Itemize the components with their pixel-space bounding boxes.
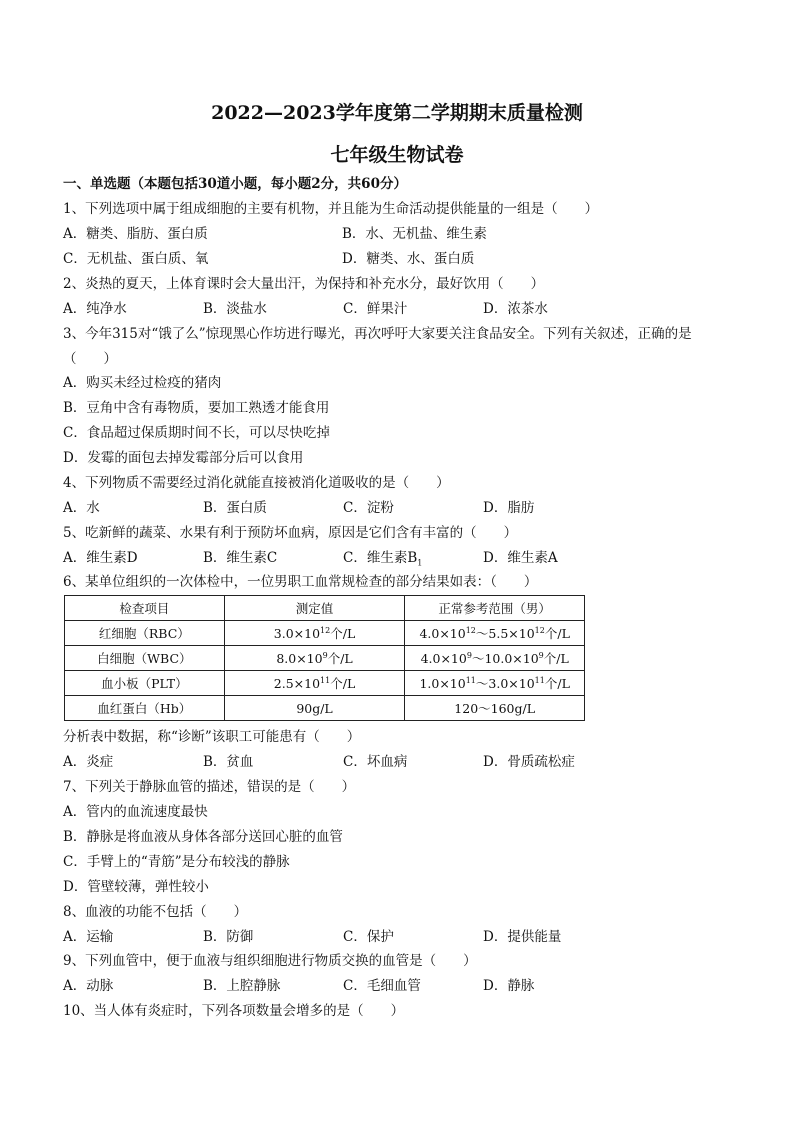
q2-option-a: A．纯净水	[63, 301, 127, 317]
q6-option-b: B．贫血	[203, 754, 254, 770]
measured-cell: 90g/L	[224, 696, 405, 721]
measured-cell: $2.5\times 10^{11}$个/L	[224, 671, 405, 696]
question-9: 9、下列血管中，便于血液与组织细胞进行物质交换的血管是（ ）	[63, 953, 477, 969]
question-2: 2、炎热的夏天，上体育课时会大量出汗，为保持和补充水分，最好饮用（ ）	[63, 276, 545, 292]
q8-option-d: D．提供能量	[483, 929, 562, 945]
measured-cell: $3.0\times 10^{12}$个/L	[224, 621, 405, 646]
q5-option-a: A．维生素D	[63, 550, 138, 566]
q4-option-a: A．水	[63, 500, 100, 516]
q8-option-b: B．防御	[203, 929, 254, 945]
header-cell: 测定值	[224, 596, 405, 621]
range-cell: 120～160g/L	[405, 696, 585, 721]
q6-option-d: D．骨质疏松症	[483, 754, 575, 770]
table-row	[65, 671, 585, 696]
q2-option-b: B．淡盐水	[203, 301, 267, 317]
q5-option-d: D．维生素A	[483, 550, 558, 566]
q7-option-a: A．管内的血流速度最快	[63, 804, 208, 820]
q6-option-a: A．炎症	[63, 754, 114, 770]
q8-option-a: A．运输	[63, 929, 114, 945]
q5-option-c: C．维生素$B_1$	[343, 550, 423, 568]
q9-option-c: C．毛细血管	[343, 978, 421, 994]
question-3: 3、今年315对“饿了么”惊现黑心作坊进行曝光，再次呼吁大家要关注食品安全。下列有关叙述，正确的是	[63, 326, 692, 342]
q7-option-d: D．管壁较薄，弹性较小	[63, 879, 209, 895]
blood-test-table	[64, 595, 585, 721]
item-cell: 血小板（PLT）	[65, 671, 225, 696]
question-4: 4、下列物质不需要经过消化就能直接被消化道吸收的是（ ）	[63, 475, 450, 491]
table-header-row	[65, 596, 585, 621]
q3-option-a: A．购买未经过检疫的猪肉	[63, 375, 222, 391]
q4-option-d: D．脂肪	[483, 500, 535, 516]
item-cell: 白细胞（WBC）	[65, 646, 225, 671]
q1-option-a: A．糖类、脂肪、蛋白质	[63, 226, 208, 242]
q5-option-b: B．维生素C	[203, 550, 278, 566]
exam-subtitle: 七年级生物试卷	[330, 144, 464, 166]
header-cell: 正常参考范围（男）	[405, 596, 585, 621]
question-6-prompt: 分析表中数据，称“诊断”该职工可能患有（ ）	[63, 729, 361, 745]
q6-option-c: C．坏血病	[343, 754, 408, 770]
q4-option-b: B．蛋白质	[203, 500, 267, 516]
header-cell: 检查项目	[65, 596, 225, 621]
exam-title: 2022—2023学年度第二学期期末质量检测	[211, 102, 583, 124]
q3-option-b: B．豆角中含有毒物质，要加工熟透才能食用	[63, 400, 330, 416]
q2-option-d: D．浓茶水	[483, 301, 548, 317]
q8-option-c: C．保护	[343, 929, 394, 945]
question-5: 5、吃新鲜的蔬菜、水果有利于预防坏血病，原因是它们含有丰富的（ ）	[63, 525, 518, 541]
question-3-cont: （ ）	[63, 351, 117, 367]
item-cell: 红细胞（RBC）	[65, 621, 225, 646]
table-row	[65, 696, 585, 721]
table-row	[65, 646, 585, 671]
q9-option-d: D．静脉	[483, 978, 535, 994]
section-heading: 一、单选题（本题包括30道小题，每小题2分，共60分）	[63, 176, 407, 192]
q7-option-c: C．手臂上的“青筋”是分布较浅的静脉	[63, 854, 290, 870]
q9-option-a: A．动脉	[63, 978, 114, 994]
q3-option-d: D．发霉的面包去掉发霉部分后可以食用	[63, 450, 304, 466]
question-8: 8、血液的功能不包括（ ）	[63, 904, 248, 920]
q1-option-c: C．无机盐、蛋白质、氧	[63, 251, 209, 267]
question-10: 10、当人体有炎症时，下列各项数量会增多的是（ ）	[63, 1003, 405, 1019]
range-cell: $1.0\times 10^{11}\sim 3.0\times 10^{11}$个/L	[405, 671, 585, 696]
table-row	[65, 621, 585, 646]
q7-option-b: B．静脉是将血液从身体各部分送回心脏的血管	[63, 829, 343, 845]
q1-option-d: D．糖类、水、蛋白质	[342, 251, 475, 267]
item-cell: 血红蛋白（Hb）	[65, 696, 225, 721]
measured-cell: $8.0\times 10^9$个/L	[224, 646, 405, 671]
question-6: 6、某单位组织的一次体检中，一位男职工血常规检查的部分结果如表：（ ）	[63, 574, 538, 590]
question-1: 1、下列选项中属于组成细胞的主要有机物，并且能为生命活动提供能量的一组是（ ）	[63, 201, 599, 217]
range-cell: $4.0\times 10^9\sim 10.0\times 10^9$个/L	[405, 646, 585, 671]
q9-option-b: B．上腔静脉	[203, 978, 281, 994]
q1-option-b: B．水、无机盐、维生素	[342, 226, 487, 242]
q4-option-c: C．淀粉	[343, 500, 394, 516]
q3-option-c: C．食品超过保质期时间不长，可以尽快吃掉	[63, 425, 330, 441]
q2-option-c: C．鲜果汁	[343, 301, 408, 317]
range-cell: $4.0\times 10^{12}\sim 5.5\times 10^{12}$个/L	[405, 621, 585, 646]
question-7: 7、下列关于静脉血管的描述，错误的是（ ）	[63, 779, 356, 795]
